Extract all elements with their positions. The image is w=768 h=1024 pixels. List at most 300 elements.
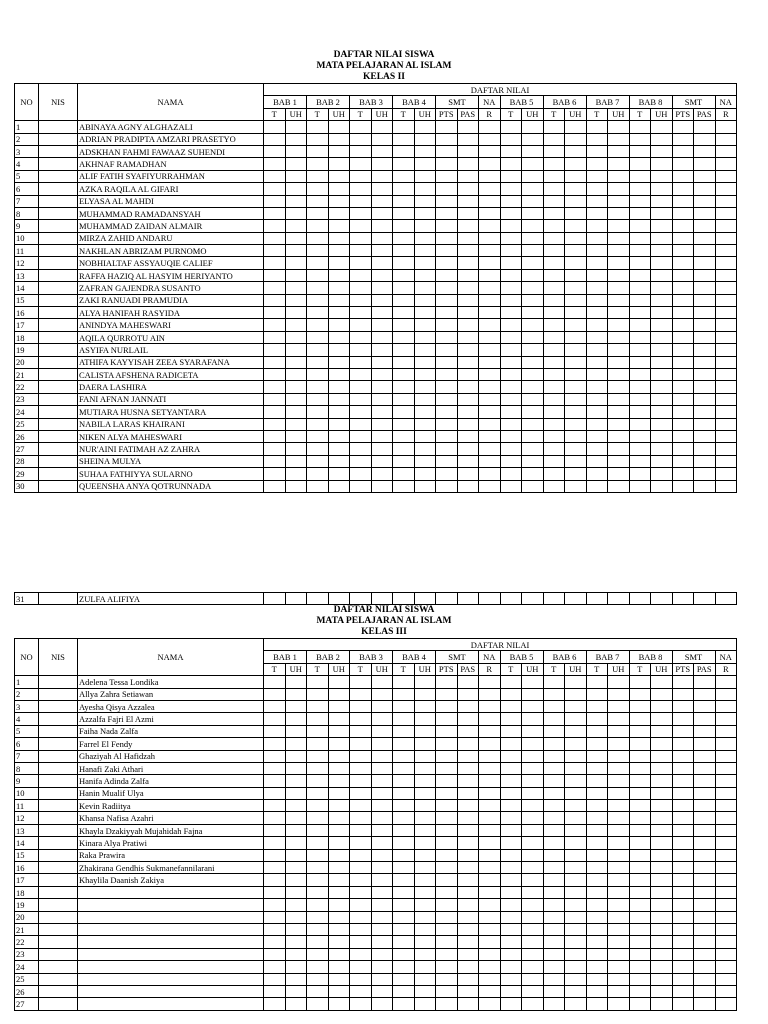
grade-cell[interactable] (436, 319, 458, 331)
grade-cell[interactable] (608, 911, 630, 923)
grade-cell[interactable] (565, 923, 587, 935)
grade-cell[interactable] (328, 874, 350, 886)
grade-cell[interactable] (307, 133, 329, 145)
grade-cell[interactable] (328, 800, 350, 812)
grade-cell[interactable] (479, 468, 501, 480)
grade-cell[interactable] (629, 936, 651, 948)
grade-cell[interactable] (629, 849, 651, 861)
grade-cell[interactable] (371, 307, 393, 319)
grade-cell[interactable] (307, 158, 329, 170)
grade-cell[interactable] (350, 911, 372, 923)
grade-cell[interactable] (307, 418, 329, 430)
grade-cell[interactable] (500, 700, 522, 712)
grade-cell[interactable] (350, 700, 372, 712)
grade-cell[interactable] (715, 406, 737, 418)
grade-cell[interactable] (393, 282, 415, 294)
grade-cell[interactable] (457, 220, 479, 232)
grade-cell[interactable] (608, 220, 630, 232)
grade-cell[interactable] (414, 899, 436, 911)
grade-cell[interactable] (694, 899, 716, 911)
grade-cell[interactable] (285, 775, 307, 787)
grade-cell[interactable] (694, 849, 716, 861)
grade-cell[interactable] (500, 886, 522, 898)
grade-cell[interactable] (307, 725, 329, 737)
grade-cell[interactable] (565, 307, 587, 319)
grade-cell[interactable] (436, 886, 458, 898)
grade-cell[interactable] (522, 713, 544, 725)
grade-cell[interactable] (285, 356, 307, 368)
grade-cell[interactable] (479, 738, 501, 750)
grade-cell[interactable] (651, 800, 673, 812)
grade-cell[interactable] (285, 961, 307, 973)
grade-cell[interactable] (414, 750, 436, 762)
grade-cell[interactable] (414, 319, 436, 331)
grade-cell[interactable] (672, 393, 694, 405)
grade-cell[interactable] (586, 145, 608, 157)
grade-cell[interactable] (350, 688, 372, 700)
grade-cell[interactable] (565, 787, 587, 799)
grade-cell[interactable] (457, 593, 479, 605)
grade-cell[interactable] (672, 307, 694, 319)
grade-cell[interactable] (694, 468, 716, 480)
grade-cell[interactable] (307, 368, 329, 380)
grade-cell[interactable] (500, 307, 522, 319)
grade-cell[interactable] (393, 319, 415, 331)
grade-cell[interactable] (651, 170, 673, 182)
grade-cell[interactable] (629, 775, 651, 787)
grade-cell[interactable] (586, 232, 608, 244)
grade-cell[interactable] (264, 762, 286, 774)
grade-cell[interactable] (393, 443, 415, 455)
grade-cell[interactable] (500, 725, 522, 737)
grade-cell[interactable] (543, 812, 565, 824)
grade-cell[interactable] (522, 480, 544, 492)
grade-cell[interactable] (479, 257, 501, 269)
grade-cell[interactable] (264, 269, 286, 281)
grade-cell[interactable] (565, 430, 587, 442)
grade-cell[interactable] (629, 923, 651, 935)
grade-cell[interactable] (307, 998, 329, 1010)
grade-cell[interactable] (715, 998, 737, 1010)
grade-cell[interactable] (672, 220, 694, 232)
grade-cell[interactable] (479, 961, 501, 973)
grade-cell[interactable] (457, 282, 479, 294)
grade-cell[interactable] (371, 812, 393, 824)
grade-cell[interactable] (457, 911, 479, 923)
grade-cell[interactable] (608, 899, 630, 911)
grade-cell[interactable] (651, 738, 673, 750)
grade-cell[interactable] (457, 961, 479, 973)
grade-cell[interactable] (694, 245, 716, 257)
grade-cell[interactable] (629, 344, 651, 356)
grade-cell[interactable] (694, 443, 716, 455)
grade-cell[interactable] (500, 923, 522, 935)
grade-cell[interactable] (608, 775, 630, 787)
grade-cell[interactable] (629, 368, 651, 380)
grade-cell[interactable] (414, 381, 436, 393)
grade-cell[interactable] (285, 220, 307, 232)
grade-cell[interactable] (328, 593, 350, 605)
grade-cell[interactable] (328, 207, 350, 219)
grade-cell[interactable] (436, 936, 458, 948)
grade-cell[interactable] (694, 170, 716, 182)
grade-cell[interactable] (629, 257, 651, 269)
grade-cell[interactable] (694, 232, 716, 244)
grade-cell[interactable] (629, 245, 651, 257)
grade-cell[interactable] (586, 998, 608, 1010)
grade-cell[interactable] (393, 145, 415, 157)
grade-cell[interactable] (371, 688, 393, 700)
grade-cell[interactable] (522, 245, 544, 257)
grade-cell[interactable] (457, 121, 479, 133)
grade-cell[interactable] (371, 713, 393, 725)
grade-cell[interactable] (672, 195, 694, 207)
grade-cell[interactable] (651, 455, 673, 467)
grade-cell[interactable] (479, 183, 501, 195)
grade-cell[interactable] (479, 331, 501, 343)
grade-cell[interactable] (328, 158, 350, 170)
grade-cell[interactable] (629, 232, 651, 244)
grade-cell[interactable] (264, 356, 286, 368)
grade-cell[interactable] (414, 294, 436, 306)
grade-cell[interactable] (414, 406, 436, 418)
grade-cell[interactable] (307, 824, 329, 836)
grade-cell[interactable] (565, 886, 587, 898)
grade-cell[interactable] (651, 393, 673, 405)
grade-cell[interactable] (371, 294, 393, 306)
grade-cell[interactable] (629, 874, 651, 886)
grade-cell[interactable] (479, 824, 501, 836)
grade-cell[interactable] (608, 406, 630, 418)
grade-cell[interactable] (565, 170, 587, 182)
grade-cell[interactable] (543, 418, 565, 430)
grade-cell[interactable] (414, 133, 436, 145)
grade-cell[interactable] (328, 455, 350, 467)
grade-cell[interactable] (285, 121, 307, 133)
grade-cell[interactable] (565, 145, 587, 157)
grade-cell[interactable] (328, 837, 350, 849)
grade-cell[interactable] (393, 468, 415, 480)
grade-cell[interactable] (457, 245, 479, 257)
grade-cell[interactable] (393, 849, 415, 861)
grade-cell[interactable] (629, 183, 651, 195)
grade-cell[interactable] (436, 787, 458, 799)
grade-cell[interactable] (393, 368, 415, 380)
grade-cell[interactable] (371, 406, 393, 418)
grade-cell[interactable] (565, 183, 587, 195)
grade-cell[interactable] (694, 133, 716, 145)
grade-cell[interactable] (586, 393, 608, 405)
grade-cell[interactable] (672, 121, 694, 133)
grade-cell[interactable] (608, 145, 630, 157)
grade-cell[interactable] (457, 480, 479, 492)
grade-cell[interactable] (543, 688, 565, 700)
grade-cell[interactable] (629, 985, 651, 997)
grade-cell[interactable] (565, 282, 587, 294)
grade-cell[interactable] (586, 195, 608, 207)
grade-cell[interactable] (264, 775, 286, 787)
grade-cell[interactable] (264, 961, 286, 973)
grade-cell[interactable] (500, 750, 522, 762)
grade-cell[interactable] (457, 775, 479, 787)
grade-cell[interactable] (629, 998, 651, 1010)
grade-cell[interactable] (436, 133, 458, 145)
grade-cell[interactable] (264, 344, 286, 356)
grade-cell[interactable] (586, 762, 608, 774)
grade-cell[interactable] (285, 319, 307, 331)
grade-cell[interactable] (608, 936, 630, 948)
grade-cell[interactable] (264, 862, 286, 874)
grade-cell[interactable] (672, 775, 694, 787)
grade-cell[interactable] (672, 443, 694, 455)
grade-cell[interactable] (522, 787, 544, 799)
grade-cell[interactable] (328, 282, 350, 294)
grade-cell[interactable] (436, 837, 458, 849)
grade-cell[interactable] (285, 294, 307, 306)
grade-cell[interactable] (457, 700, 479, 712)
grade-cell[interactable] (608, 676, 630, 688)
grade-cell[interactable] (285, 418, 307, 430)
grade-cell[interactable] (565, 207, 587, 219)
grade-cell[interactable] (350, 886, 372, 898)
grade-cell[interactable] (565, 837, 587, 849)
grade-cell[interactable] (608, 973, 630, 985)
grade-cell[interactable] (500, 874, 522, 886)
grade-cell[interactable] (436, 158, 458, 170)
grade-cell[interactable] (672, 837, 694, 849)
grade-cell[interactable] (350, 961, 372, 973)
grade-cell[interactable] (264, 700, 286, 712)
grade-cell[interactable] (414, 245, 436, 257)
grade-cell[interactable] (264, 899, 286, 911)
grade-cell[interactable] (672, 331, 694, 343)
grade-cell[interactable] (436, 245, 458, 257)
grade-cell[interactable] (393, 775, 415, 787)
grade-cell[interactable] (586, 961, 608, 973)
grade-cell[interactable] (328, 762, 350, 774)
grade-cell[interactable] (307, 257, 329, 269)
grade-cell[interactable] (285, 443, 307, 455)
grade-cell[interactable] (371, 220, 393, 232)
grade-cell[interactable] (715, 688, 737, 700)
grade-cell[interactable] (629, 418, 651, 430)
grade-cell[interactable] (522, 158, 544, 170)
grade-cell[interactable] (479, 344, 501, 356)
grade-cell[interactable] (350, 294, 372, 306)
grade-cell[interactable] (393, 688, 415, 700)
grade-cell[interactable] (479, 393, 501, 405)
grade-cell[interactable] (715, 257, 737, 269)
grade-cell[interactable] (285, 812, 307, 824)
grade-cell[interactable] (672, 787, 694, 799)
grade-cell[interactable] (651, 245, 673, 257)
grade-cell[interactable] (672, 849, 694, 861)
grade-cell[interactable] (307, 468, 329, 480)
grade-cell[interactable] (479, 688, 501, 700)
grade-cell[interactable] (500, 393, 522, 405)
grade-cell[interactable] (715, 775, 737, 787)
grade-cell[interactable] (371, 468, 393, 480)
grade-cell[interactable] (414, 121, 436, 133)
grade-cell[interactable] (651, 849, 673, 861)
grade-cell[interactable] (479, 195, 501, 207)
grade-cell[interactable] (479, 862, 501, 874)
grade-cell[interactable] (500, 220, 522, 232)
grade-cell[interactable] (350, 232, 372, 244)
grade-cell[interactable] (393, 170, 415, 182)
grade-cell[interactable] (586, 381, 608, 393)
grade-cell[interactable] (586, 207, 608, 219)
grade-cell[interactable] (543, 158, 565, 170)
grade-cell[interactable] (371, 998, 393, 1010)
grade-cell[interactable] (285, 307, 307, 319)
grade-cell[interactable] (608, 837, 630, 849)
grade-cell[interactable] (522, 406, 544, 418)
grade-cell[interactable] (565, 245, 587, 257)
grade-cell[interactable] (264, 307, 286, 319)
grade-cell[interactable] (715, 443, 737, 455)
grade-cell[interactable] (371, 899, 393, 911)
grade-cell[interactable] (436, 998, 458, 1010)
grade-cell[interactable] (608, 593, 630, 605)
grade-cell[interactable] (543, 245, 565, 257)
grade-cell[interactable] (715, 183, 737, 195)
grade-cell[interactable] (543, 936, 565, 948)
grade-cell[interactable] (393, 812, 415, 824)
grade-cell[interactable] (694, 961, 716, 973)
grade-cell[interactable] (479, 443, 501, 455)
grade-cell[interactable] (414, 344, 436, 356)
grade-cell[interactable] (694, 713, 716, 725)
grade-cell[interactable] (522, 800, 544, 812)
grade-cell[interactable] (522, 282, 544, 294)
grade-cell[interactable] (414, 356, 436, 368)
grade-cell[interactable] (264, 331, 286, 343)
grade-cell[interactable] (457, 344, 479, 356)
grade-cell[interactable] (565, 874, 587, 886)
grade-cell[interactable] (479, 269, 501, 281)
grade-cell[interactable] (715, 133, 737, 145)
grade-cell[interactable] (608, 468, 630, 480)
grade-cell[interactable] (371, 207, 393, 219)
grade-cell[interactable] (328, 775, 350, 787)
grade-cell[interactable] (264, 688, 286, 700)
grade-cell[interactable] (307, 911, 329, 923)
grade-cell[interactable] (608, 688, 630, 700)
grade-cell[interactable] (694, 331, 716, 343)
grade-cell[interactable] (715, 899, 737, 911)
grade-cell[interactable] (328, 307, 350, 319)
grade-cell[interactable] (500, 133, 522, 145)
grade-cell[interactable] (328, 998, 350, 1010)
grade-cell[interactable] (715, 923, 737, 935)
grade-cell[interactable] (629, 269, 651, 281)
grade-cell[interactable] (479, 307, 501, 319)
grade-cell[interactable] (307, 837, 329, 849)
grade-cell[interactable] (672, 368, 694, 380)
grade-cell[interactable] (479, 480, 501, 492)
grade-cell[interactable] (479, 593, 501, 605)
grade-cell[interactable] (328, 688, 350, 700)
grade-cell[interactable] (350, 750, 372, 762)
grade-cell[interactable] (264, 676, 286, 688)
grade-cell[interactable] (285, 911, 307, 923)
grade-cell[interactable] (651, 418, 673, 430)
grade-cell[interactable] (264, 406, 286, 418)
grade-cell[interactable] (371, 245, 393, 257)
grade-cell[interactable] (393, 207, 415, 219)
grade-cell[interactable] (543, 393, 565, 405)
grade-cell[interactable] (285, 282, 307, 294)
grade-cell[interactable] (586, 923, 608, 935)
grade-cell[interactable] (522, 899, 544, 911)
grade-cell[interactable] (672, 145, 694, 157)
grade-cell[interactable] (608, 133, 630, 145)
grade-cell[interactable] (522, 183, 544, 195)
grade-cell[interactable] (608, 393, 630, 405)
grade-cell[interactable] (328, 257, 350, 269)
grade-cell[interactable] (715, 331, 737, 343)
grade-cell[interactable] (264, 849, 286, 861)
grade-cell[interactable] (479, 936, 501, 948)
grade-cell[interactable] (694, 837, 716, 849)
grade-cell[interactable] (608, 998, 630, 1010)
grade-cell[interactable] (651, 700, 673, 712)
grade-cell[interactable] (672, 923, 694, 935)
grade-cell[interactable] (565, 257, 587, 269)
grade-cell[interactable] (694, 368, 716, 380)
grade-cell[interactable] (307, 750, 329, 762)
grade-cell[interactable] (264, 418, 286, 430)
grade-cell[interactable] (414, 170, 436, 182)
grade-cell[interactable] (479, 899, 501, 911)
grade-cell[interactable] (350, 133, 372, 145)
grade-cell[interactable] (414, 973, 436, 985)
grade-cell[interactable] (328, 183, 350, 195)
grade-cell[interactable] (715, 170, 737, 182)
grade-cell[interactable] (285, 368, 307, 380)
grade-cell[interactable] (264, 800, 286, 812)
grade-cell[interactable] (414, 985, 436, 997)
grade-cell[interactable] (522, 232, 544, 244)
grade-cell[interactable] (479, 713, 501, 725)
grade-cell[interactable] (414, 961, 436, 973)
grade-cell[interactable] (393, 899, 415, 911)
grade-cell[interactable] (672, 762, 694, 774)
grade-cell[interactable] (414, 145, 436, 157)
grade-cell[interactable] (414, 849, 436, 861)
grade-cell[interactable] (565, 899, 587, 911)
grade-cell[interactable] (586, 344, 608, 356)
grade-cell[interactable] (608, 812, 630, 824)
grade-cell[interactable] (672, 455, 694, 467)
grade-cell[interactable] (285, 837, 307, 849)
grade-cell[interactable] (350, 725, 372, 737)
grade-cell[interactable] (307, 220, 329, 232)
grade-cell[interactable] (651, 430, 673, 442)
grade-cell[interactable] (694, 393, 716, 405)
grade-cell[interactable] (500, 331, 522, 343)
grade-cell[interactable] (307, 899, 329, 911)
grade-cell[interactable] (586, 245, 608, 257)
grade-cell[interactable] (350, 713, 372, 725)
grade-cell[interactable] (414, 700, 436, 712)
grade-cell[interactable] (436, 406, 458, 418)
grade-cell[interactable] (715, 948, 737, 960)
grade-cell[interactable] (715, 282, 737, 294)
grade-cell[interactable] (522, 269, 544, 281)
grade-cell[interactable] (500, 676, 522, 688)
